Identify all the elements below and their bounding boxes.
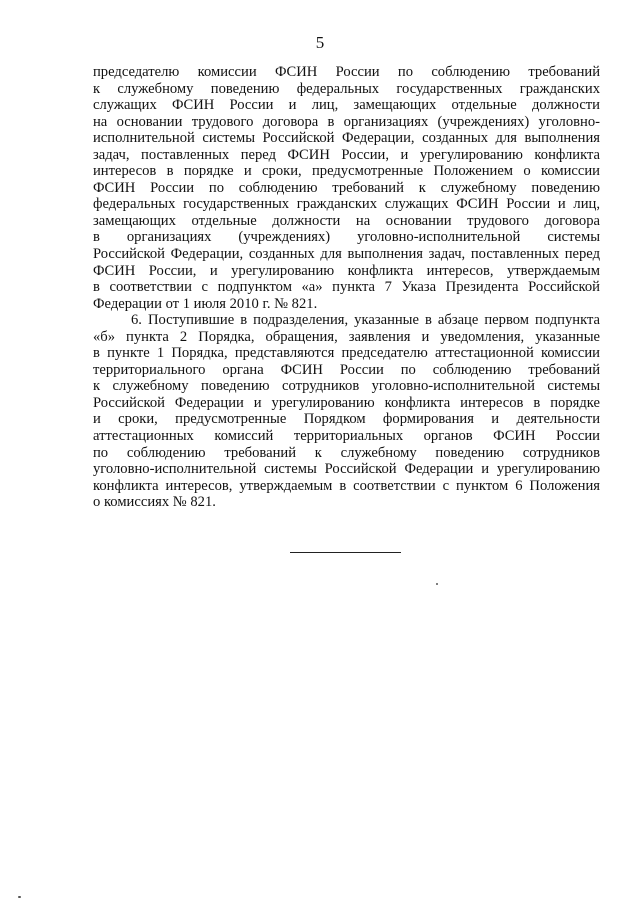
text-line: уголовно-исполнительной системы Российской Федерации и урегулированию xyxy=(93,461,600,478)
page-number: 5 xyxy=(315,33,325,52)
text-line: Федерации от 1 июля 2010 г. № 821. xyxy=(93,295,318,312)
text-line: Российской Федерации, созданных для выполнения задач, поставленных перед xyxy=(93,246,600,263)
end-divider-line xyxy=(290,552,401,553)
text-line: «б» пункта 2 Порядка, обращения, заявления и уведомления, указанные xyxy=(93,328,600,345)
text-line: служащих ФСИН России и лиц, замещающих отдельные должности xyxy=(93,97,600,114)
text-line: федеральных государственных гражданских служащих ФСИН России и лиц, xyxy=(93,196,600,213)
text-line: к служебному поведению федеральных государственных гражданских xyxy=(93,80,600,97)
text-line: замещающих отдельные должности на основании трудового договора xyxy=(93,212,600,229)
text-line: интересов в порядке и сроки, предусмотренные Положением о комиссии xyxy=(93,163,600,180)
text-line: председателю комиссии ФСИН России по соблюдению требований xyxy=(93,64,600,80)
text-line: ФСИН России, и урегулированию конфликта интересов, утверждаемым xyxy=(93,262,600,279)
text-line: Российской Федерации и урегулированию конфликта интересов в порядке xyxy=(93,394,600,411)
scan-speck xyxy=(436,583,438,585)
text-line: в организациях (учреждениях) уголовно-исполнительной системы xyxy=(93,229,600,246)
text-line: в соответствии с подпунктом «а» пункта 7 Указа Президента Российской xyxy=(93,279,600,296)
scan-speck xyxy=(18,896,21,898)
text-line: ФСИН России по соблюдению требований к служебному поведению xyxy=(93,179,600,196)
text-line: территориального органа ФСИН России по соблюдению требований xyxy=(93,361,600,378)
text-line: 6. Поступившие в подразделения, указанные в абзаце первом подпункта xyxy=(131,312,600,329)
document-body xyxy=(93,64,600,511)
text-line: в пункте 1 Порядка, представляются председателю аттестационной комиссии xyxy=(93,345,600,362)
text-line: задач, поставленных перед ФСИН России, и урегулированию конфликта xyxy=(93,146,600,163)
text-line: исполнительной системы Российской Федерации, созданных для выполнения xyxy=(93,130,600,147)
text-line: по соблюдению требований к служебному поведению сотрудников xyxy=(93,444,600,461)
text-line: на основании трудового договора в организациях (учреждениях) уголовно- xyxy=(93,113,600,130)
text-line: аттестационных комиссий территориальных органов ФСИН России xyxy=(93,428,600,445)
text-line: к служебному поведению сотрудников уголовно-исполнительной системы xyxy=(93,378,600,395)
text-line: о комиссиях № 821. xyxy=(93,494,216,511)
text-line: и сроки, предусмотренные Порядком формирования и деятельности xyxy=(93,411,600,428)
text-line: конфликта интересов, утверждаемым в соответствии с пунктом 6 Положения xyxy=(93,477,600,494)
